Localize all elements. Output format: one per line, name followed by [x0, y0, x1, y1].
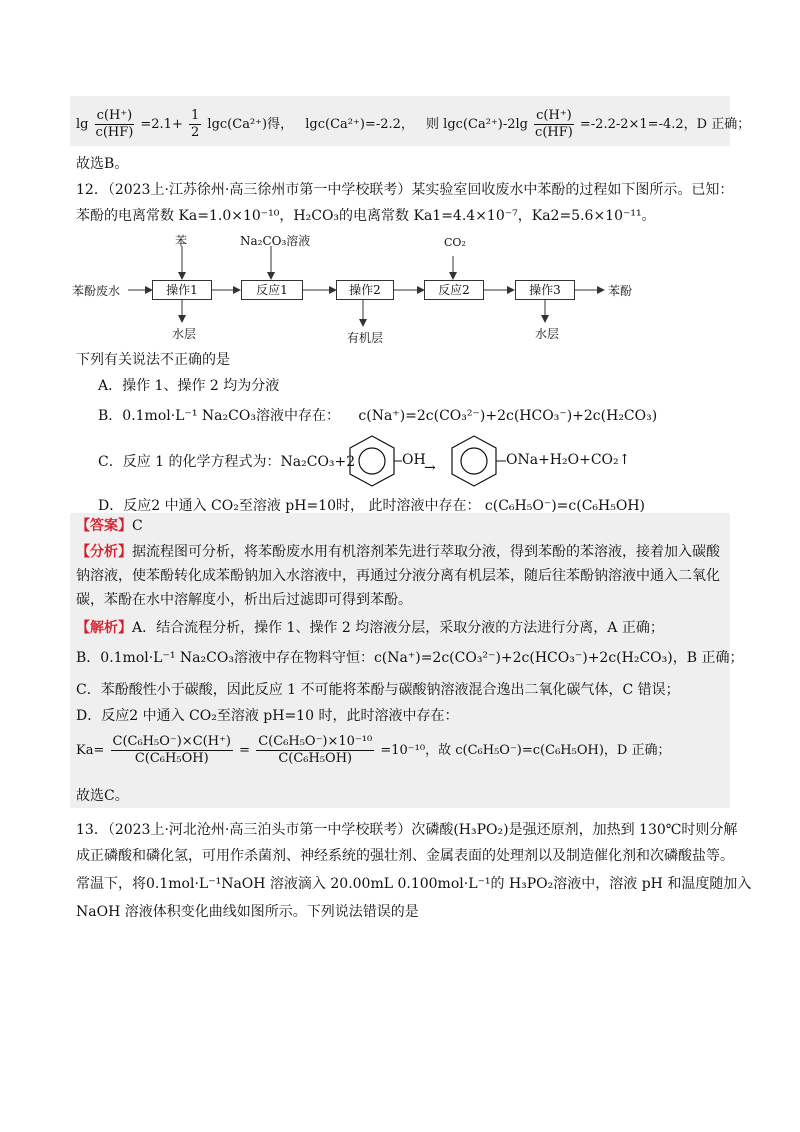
q12-option-d: D．反应2 中通入 CO₂至溶液 pH=10时， 此时溶液中存在： c(C₆H₅O⁻)=c(C₆H₅OH) — [98, 498, 646, 514]
q12-conclusion: 故选C。 — [76, 788, 129, 804]
analysis-line-3: 碳，苯酚在水中溶解度小，析出后过滤即可得到苯酚。 — [76, 592, 412, 608]
q13-line-4: NaOH 溶液体积变化曲线如图所示。下列说法错误的是 — [76, 904, 419, 920]
flow-output: 苯酚 — [608, 284, 633, 298]
reaction-arrow: → — [424, 460, 436, 476]
q12-stem-2: 苯酚的电离常数 Ka=1.0×10⁻¹⁰，H₂CO₃的电离常数 Ka1=4.4×10⁻⁷，Ka2=5.6×10⁻¹¹。 — [76, 208, 656, 224]
q13-line-1: 13．（2023上·河北沧州·高三泊头市第一中学校联考）次磷酸(H₃PO₂)是强还原剂，加热到 130℃时则分解 — [76, 822, 738, 838]
flow-box-op2: 操作2 — [336, 280, 394, 300]
jiexi-b: B．0.1mol·L⁻¹ Na₂CO₃溶液中存在物料守恒：c(Na⁺)=2c(CO₃²⁻)+2c(HCO₃⁻)+2c(H₂CO₃)，B 正确； — [76, 650, 744, 666]
jiexi-c: C．苯酚酸性小于碳酸，因此反应 1 不可能将苯酚与碳酸钠溶液混合逸出二氧化碳气体，C 错误； — [76, 682, 680, 698]
q12-option-b: B．0.1mol·L⁻¹ Na₂CO₃溶液中存在： c(Na⁺)=2c(CO₃²⁻)+2c(HCO₃⁻)+2c(H₂CO₃) — [98, 408, 658, 424]
answer-line: 【答案】C — [76, 518, 143, 534]
phenoxide-ring-icon — [444, 432, 508, 490]
flow-bottom-organic: 有机层 — [347, 331, 384, 345]
flow-top-co2: CO₂ — [444, 236, 466, 249]
fraction-half: $\frac{1}{2}$ — [191, 108, 200, 140]
ka-expression: Ka= $\frac{\text{C(C₆H₅O⁻)×C(H⁺)}}{\text{C(C₆H₅OH)}}$ = $\frac{\text{C(C₆H₅O⁻)×10⁻¹⁰}}{\text{C(C₆H₅OH)}}$ =10⁻¹⁰，故 c(C₆H₅O⁻)=c(C₆H₅OH)，D 正确； — [76, 734, 671, 766]
analysis-line-1: 【分析】据流程图可分析，将苯酚废水用有机溶剂苯先进行萃取分液，得到苯酚的苯溶液，接着加入碳酸 — [76, 544, 720, 560]
jiexi-d: D．反应2 中通入 CO₂至溶液 pH=10 时，此时溶液中存在： — [76, 708, 459, 724]
fraction-h-hf-2: $\frac{c(H^+)}{c(HF)}$ — [535, 108, 573, 140]
analysis-line-2: 钠溶液，使苯酚转化成苯酚钠加入水溶液中，再通过分液分离有机层苯，随后往苯酚钠溶液中通入二氧化 — [76, 568, 720, 584]
q12-option-c-text: C．反应 1 的化学方程式为：Na₂CO₃+2 — [98, 454, 356, 470]
phenoxide-ona-label: ONa+H₂O+CO₂↑ — [506, 452, 631, 468]
q13-line-2: 成正磷酸和磷化氢，可用作杀菌剂、神经系统的强壮剂、金属表面的处理剂以及制造催化剂和次磷酸盐等。 — [76, 848, 734, 864]
fraction-h-hf: $\frac{c(H^+)}{c(HF)}$ — [95, 108, 134, 140]
q13-line-3: 常温下，将0.1mol·L⁻¹NaOH 溶液滴入 20.00mL 0.100mol·L⁻¹的 H₃PO₂溶液中，溶液 pH 和温度随加入 — [76, 876, 752, 892]
ka-fraction-2: $\frac{\text{C(C₆H₅O⁻)×10⁻¹⁰}}{\text{C(C₆H₅OH)}}$ — [258, 734, 373, 766]
phenol-oh-label: OH — [402, 452, 426, 468]
phenol-ring-icon — [342, 432, 402, 490]
q12-stem-1: 12．（2023上·江苏徐州·高三徐州市第一中学校联考）某实验室回收废水中苯酚的过程如下图所示。已知： — [76, 182, 734, 198]
solution-expression: lg $\frac{c(H^+)}{c(HF)}$ =2.1+ $\frac{1}{2}$ lgc(Ca²⁺)得， lgc(Ca²⁺)=-2.2， 则 lgc(Ca²⁺)-2lg $\frac{c(H^+)}{c(HF)}$ =-2.2-2×1=-4.2，D 正确； — [76, 108, 751, 140]
flow-box-op3: 操作3 — [515, 280, 575, 300]
flow-input: 苯酚废水 — [72, 284, 121, 298]
flow-box-op1: 操作1 — [152, 280, 212, 300]
flow-bottom-water-1: 水层 — [172, 327, 197, 341]
flow-box-rxn2: 反应2 — [424, 280, 484, 300]
jiexi-a: 【解析】A．结合流程分析，操作 1、操作 2 均溶液分层，采取分液的方法进行分离，A 正确； — [76, 620, 664, 636]
flow-top-na2co3: Na₂CO₃溶液 — [240, 234, 311, 248]
q12-question: 下列有关说法不正确的是 — [76, 352, 230, 368]
flow-box-rxn1: 反应1 — [241, 280, 303, 300]
ka-fraction-1: $\frac{\text{C(C₆H₅O⁻)×C(H⁺)}}{\text{C(C₆H₅OH)}}$ — [112, 734, 231, 766]
flow-bottom-water-2: 水层 — [535, 327, 560, 341]
solution-conclusion: 故选B。 — [76, 156, 129, 172]
flow-top-benzene: 苯 — [175, 234, 188, 248]
q12-option-a: A．操作 1、操作 2 均为分液 — [98, 378, 280, 394]
